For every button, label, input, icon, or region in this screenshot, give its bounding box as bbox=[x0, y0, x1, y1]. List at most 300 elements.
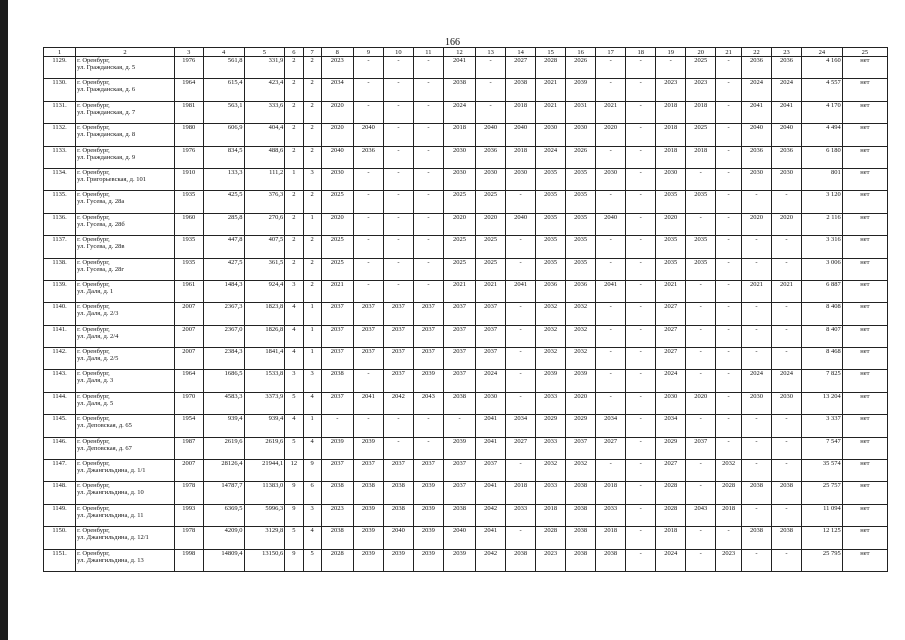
planned-year-cell: - bbox=[413, 168, 443, 190]
planned-year-cell: 2037 bbox=[321, 303, 353, 325]
planned-year-cell: - bbox=[686, 415, 716, 437]
planned-year-cell: 2038 bbox=[566, 527, 596, 549]
planned-year-cell: 2039 bbox=[353, 527, 383, 549]
planned-year-cell: 2032 bbox=[536, 460, 566, 482]
planned-year-cell: - bbox=[716, 213, 742, 235]
planned-year-cell: 2035 bbox=[656, 191, 686, 213]
flag-cell: нет bbox=[842, 504, 887, 526]
floors-cell: 2 bbox=[285, 101, 303, 123]
cost-cell: 13 204 bbox=[802, 392, 843, 414]
planned-year-cell: - bbox=[716, 415, 742, 437]
year-built-cell: 1978 bbox=[174, 527, 203, 549]
living-area-cell: 488,6 bbox=[244, 146, 285, 168]
address-street: ул. Гусева, д. 28г bbox=[77, 265, 125, 273]
planned-year-cell: - bbox=[741, 191, 771, 213]
address-cell bbox=[76, 101, 175, 123]
planned-year-cell: - bbox=[716, 101, 742, 123]
living-area-cell: 2619,6 bbox=[244, 437, 285, 459]
planned-year-cell: 2018 bbox=[656, 101, 686, 123]
planned-year-cell: - bbox=[413, 79, 443, 101]
planned-year-cell: 2037 bbox=[321, 392, 353, 414]
planned-year-cell: 2035 bbox=[656, 236, 686, 258]
address-street: ул. Гусева, д. 28в bbox=[77, 243, 125, 251]
floors-cell: 12 bbox=[285, 460, 303, 482]
address-street: ул. Григорьевская, д. 101 bbox=[77, 175, 146, 183]
row-number-cell: 1139. bbox=[44, 280, 76, 302]
table-row bbox=[44, 527, 888, 549]
address-city: г. Оренбург, bbox=[77, 392, 110, 400]
planned-year-cell: - bbox=[353, 280, 383, 302]
planned-year-cell: 2018 bbox=[536, 504, 566, 526]
planned-year-cell: - bbox=[771, 348, 801, 370]
planned-year-cell: 2040 bbox=[443, 527, 475, 549]
planned-year-cell: 2037 bbox=[321, 460, 353, 482]
address-street: ул. Гражданская, д. 8 bbox=[77, 131, 136, 139]
entrances-cell: 2 bbox=[303, 280, 321, 302]
address-cell bbox=[76, 482, 175, 504]
planned-year-cell: - bbox=[443, 415, 475, 437]
column-number-16: 16 bbox=[566, 48, 596, 57]
planned-year-cell: - bbox=[716, 348, 742, 370]
address-street: ул. Даля, д. 2/3 bbox=[77, 310, 119, 318]
planned-year-cell: 2030 bbox=[566, 124, 596, 146]
planned-year-cell: - bbox=[626, 527, 656, 549]
planned-year-cell: 2018 bbox=[686, 101, 716, 123]
column-number-7: 7 bbox=[303, 48, 321, 57]
table-row bbox=[44, 437, 888, 459]
planned-year-cell: 2039 bbox=[353, 504, 383, 526]
planned-year-cell: - bbox=[686, 527, 716, 549]
flag-cell: нет bbox=[842, 258, 887, 280]
flag-cell: нет bbox=[842, 280, 887, 302]
planned-year-cell: 2040 bbox=[596, 213, 626, 235]
planned-year-cell: 2038 bbox=[321, 370, 353, 392]
planned-year-cell: 2025 bbox=[321, 191, 353, 213]
living-area-cell: 5996,3 bbox=[244, 504, 285, 526]
table-row bbox=[44, 280, 888, 302]
planned-year-cell: 2037 bbox=[353, 325, 383, 347]
entrances-cell: 2 bbox=[303, 101, 321, 123]
planned-year-cell: - bbox=[626, 101, 656, 123]
planned-year-cell: 2041 bbox=[353, 392, 383, 414]
cost-cell: 4 557 bbox=[802, 79, 843, 101]
planned-year-cell: 2038 bbox=[741, 482, 771, 504]
planned-year-cell: - bbox=[506, 392, 536, 414]
cost-cell: 6 180 bbox=[802, 146, 843, 168]
cost-cell: 6 887 bbox=[802, 280, 843, 302]
planned-year-cell: - bbox=[686, 280, 716, 302]
table-row bbox=[44, 415, 888, 437]
planned-year-cell: 2023 bbox=[686, 79, 716, 101]
table-row bbox=[44, 146, 888, 168]
living-area-cell: 423,4 bbox=[244, 79, 285, 101]
planned-year-cell: 2032 bbox=[536, 325, 566, 347]
planned-year-cell: - bbox=[741, 325, 771, 347]
planned-year-cell: 2039 bbox=[413, 482, 443, 504]
living-area-cell: 1823,8 bbox=[244, 303, 285, 325]
row-number-cell: 1134. bbox=[44, 168, 76, 190]
entrances-cell: 1 bbox=[303, 415, 321, 437]
planned-year-cell: - bbox=[741, 460, 771, 482]
column-number-10: 10 bbox=[383, 48, 413, 57]
table-row bbox=[44, 236, 888, 258]
planned-year-cell: - bbox=[321, 415, 353, 437]
row-number-cell: 1141. bbox=[44, 325, 76, 347]
address-city: г. Оренбург, bbox=[77, 280, 110, 288]
planned-year-cell: 2038 bbox=[506, 549, 536, 571]
table-row bbox=[44, 191, 888, 213]
address-street: ул. Даля, д. 3 bbox=[77, 377, 114, 385]
planned-year-cell: - bbox=[626, 191, 656, 213]
total-area-cell: 4209,0 bbox=[203, 527, 244, 549]
entrances-cell: 1 bbox=[303, 303, 321, 325]
planned-year-cell: - bbox=[686, 303, 716, 325]
planned-year-cell: - bbox=[626, 57, 656, 79]
planned-year-cell: - bbox=[771, 303, 801, 325]
planned-year-cell: - bbox=[506, 370, 536, 392]
entrances-cell: 1 bbox=[303, 348, 321, 370]
flag-cell: нет bbox=[842, 101, 887, 123]
planned-year-cell: 2026 bbox=[566, 146, 596, 168]
total-area-cell: 425,5 bbox=[203, 191, 244, 213]
address-street: ул. Джангильдина, д. 13 bbox=[77, 556, 144, 564]
year-built-cell: 2007 bbox=[174, 348, 203, 370]
address-street: ул. Джангильдина, д. 11 bbox=[77, 511, 144, 519]
planned-year-cell: - bbox=[626, 236, 656, 258]
planned-year-cell: 2037 bbox=[443, 325, 475, 347]
planned-year-cell: 2024 bbox=[656, 549, 686, 571]
planned-year-cell: - bbox=[413, 124, 443, 146]
entrances-cell: 4 bbox=[303, 392, 321, 414]
planned-year-cell: 2037 bbox=[443, 482, 475, 504]
total-area-cell: 563,1 bbox=[203, 101, 244, 123]
planned-year-cell: 2040 bbox=[741, 124, 771, 146]
planned-year-cell: - bbox=[716, 303, 742, 325]
planned-year-cell: 2036 bbox=[353, 146, 383, 168]
address-city: г. Оренбург, bbox=[77, 303, 110, 311]
planned-year-cell: 2026 bbox=[566, 57, 596, 79]
planned-year-cell: - bbox=[771, 437, 801, 459]
floors-cell: 2 bbox=[285, 146, 303, 168]
planned-year-cell: - bbox=[716, 124, 742, 146]
planned-year-cell: - bbox=[626, 504, 656, 526]
floors-cell: 3 bbox=[285, 280, 303, 302]
cost-cell: 8 468 bbox=[802, 348, 843, 370]
planned-year-cell: 2021 bbox=[656, 280, 686, 302]
planned-year-cell: - bbox=[626, 325, 656, 347]
year-built-cell: 1961 bbox=[174, 280, 203, 302]
planned-year-cell: 2037 bbox=[443, 348, 475, 370]
planned-year-cell: - bbox=[353, 213, 383, 235]
planned-year-cell: - bbox=[353, 191, 383, 213]
planned-year-cell: - bbox=[353, 168, 383, 190]
planned-year-cell: 2027 bbox=[656, 460, 686, 482]
cost-cell: 4 160 bbox=[802, 57, 843, 79]
column-number-5: 5 bbox=[244, 48, 285, 57]
address-cell bbox=[76, 527, 175, 549]
address-city: г. Оренбург, bbox=[77, 57, 110, 64]
planned-year-cell: - bbox=[383, 168, 413, 190]
planned-year-cell: - bbox=[626, 415, 656, 437]
planned-year-cell: - bbox=[626, 370, 656, 392]
address-cell bbox=[76, 79, 175, 101]
planned-year-cell: 2037 bbox=[476, 348, 506, 370]
planned-year-cell: 2030 bbox=[443, 146, 475, 168]
planned-year-cell: 2041 bbox=[476, 415, 506, 437]
row-number-cell: 1145. bbox=[44, 415, 76, 437]
planned-year-cell: 2018 bbox=[506, 482, 536, 504]
table-row bbox=[44, 213, 888, 235]
planned-year-cell: 2018 bbox=[656, 146, 686, 168]
planned-year-cell: 2041 bbox=[506, 280, 536, 302]
planned-year-cell: 2032 bbox=[566, 348, 596, 370]
entrances-cell: 1 bbox=[303, 213, 321, 235]
planned-year-cell: - bbox=[596, 392, 626, 414]
planned-year-cell: 2025 bbox=[443, 191, 475, 213]
planned-year-cell: - bbox=[353, 415, 383, 437]
column-number-14: 14 bbox=[506, 48, 536, 57]
planned-year-cell: 2035 bbox=[566, 236, 596, 258]
entrances-cell: 4 bbox=[303, 437, 321, 459]
floors-cell: 9 bbox=[285, 482, 303, 504]
planned-year-cell: 2025 bbox=[476, 191, 506, 213]
total-area-cell: 2619,6 bbox=[203, 437, 244, 459]
planned-year-cell: 2021 bbox=[476, 280, 506, 302]
planned-year-cell: 2030 bbox=[506, 168, 536, 190]
planned-year-cell: 2025 bbox=[476, 258, 506, 280]
planned-year-cell: 2037 bbox=[686, 437, 716, 459]
planned-year-cell: 2037 bbox=[383, 348, 413, 370]
planned-year-cell: - bbox=[626, 482, 656, 504]
planned-year-cell: 2018 bbox=[716, 504, 742, 526]
floors-cell: 4 bbox=[285, 415, 303, 437]
planned-year-cell: 2029 bbox=[536, 415, 566, 437]
planned-year-cell: - bbox=[353, 57, 383, 79]
entrances-cell: 2 bbox=[303, 236, 321, 258]
planned-year-cell: 2028 bbox=[656, 504, 686, 526]
planned-year-cell: 2021 bbox=[443, 280, 475, 302]
address-cell bbox=[76, 504, 175, 526]
planned-year-cell: 2018 bbox=[656, 527, 686, 549]
planned-year-cell: - bbox=[383, 79, 413, 101]
total-area-cell: 561,8 bbox=[203, 57, 244, 79]
total-area-cell: 447,8 bbox=[203, 236, 244, 258]
planned-year-cell: - bbox=[771, 325, 801, 347]
year-built-cell: 1964 bbox=[174, 79, 203, 101]
planned-year-cell: 2036 bbox=[536, 280, 566, 302]
planned-year-cell: - bbox=[716, 527, 742, 549]
address-cell bbox=[76, 191, 175, 213]
row-number-cell: 1142. bbox=[44, 348, 76, 370]
entrances-cell: 3 bbox=[303, 168, 321, 190]
cost-cell: 4 494 bbox=[802, 124, 843, 146]
planned-year-cell: - bbox=[596, 57, 626, 79]
planned-year-cell: 2040 bbox=[383, 527, 413, 549]
planned-year-cell: 2038 bbox=[383, 482, 413, 504]
address-cell bbox=[76, 236, 175, 258]
total-area-cell: 133,3 bbox=[203, 168, 244, 190]
planned-year-cell: 2039 bbox=[321, 437, 353, 459]
planned-year-cell: 2035 bbox=[566, 213, 596, 235]
column-number-11: 11 bbox=[413, 48, 443, 57]
year-built-cell: 2007 bbox=[174, 303, 203, 325]
planned-year-cell: 2025 bbox=[686, 57, 716, 79]
planned-year-cell: 2043 bbox=[413, 392, 443, 414]
planned-year-cell: 2033 bbox=[596, 504, 626, 526]
planned-year-cell: 2025 bbox=[443, 236, 475, 258]
planned-year-cell: - bbox=[596, 79, 626, 101]
planned-year-cell: 2030 bbox=[596, 168, 626, 190]
planned-year-cell: 2042 bbox=[476, 504, 506, 526]
planned-year-cell: 2027 bbox=[506, 437, 536, 459]
living-area-cell: 407,5 bbox=[244, 236, 285, 258]
cost-cell: 801 bbox=[802, 168, 843, 190]
flag-cell: нет bbox=[842, 168, 887, 190]
living-area-cell: 1533,8 bbox=[244, 370, 285, 392]
planned-year-cell: 2030 bbox=[476, 392, 506, 414]
entrances-cell: 6 bbox=[303, 482, 321, 504]
planned-year-cell: 2021 bbox=[536, 79, 566, 101]
planned-year-cell: 2041 bbox=[476, 437, 506, 459]
address-street: ул. Даля, д. 5 bbox=[77, 399, 114, 407]
flag-cell: нет bbox=[842, 348, 887, 370]
planned-year-cell: - bbox=[413, 236, 443, 258]
living-area-cell: 404,4 bbox=[244, 124, 285, 146]
cost-cell: 8 407 bbox=[802, 325, 843, 347]
planned-year-cell: - bbox=[626, 168, 656, 190]
planned-year-cell: 2025 bbox=[686, 124, 716, 146]
planned-year-cell: - bbox=[716, 370, 742, 392]
flag-cell: нет bbox=[842, 527, 887, 549]
planned-year-cell: - bbox=[383, 236, 413, 258]
planned-year-cell: 2034 bbox=[321, 79, 353, 101]
planned-year-cell: 2028 bbox=[536, 527, 566, 549]
year-built-cell: 1993 bbox=[174, 504, 203, 526]
table-row bbox=[44, 482, 888, 504]
planned-year-cell: - bbox=[686, 482, 716, 504]
planned-year-cell: - bbox=[741, 258, 771, 280]
address-street: ул. Гражданская, д. 5 bbox=[77, 64, 136, 71]
column-number-24: 24 bbox=[802, 48, 843, 57]
flag-cell: нет bbox=[842, 370, 887, 392]
address-street: ул. Даля, д. 2/4 bbox=[77, 332, 119, 340]
address-cell bbox=[76, 57, 175, 79]
planned-year-cell: 2027 bbox=[506, 57, 536, 79]
living-area-cell: 331,9 bbox=[244, 57, 285, 79]
planned-year-cell: - bbox=[383, 258, 413, 280]
planned-year-cell: - bbox=[626, 348, 656, 370]
planned-year-cell: 2028 bbox=[321, 549, 353, 571]
planned-year-cell: - bbox=[716, 191, 742, 213]
cost-cell: 2 116 bbox=[802, 213, 843, 235]
floors-cell: 2 bbox=[285, 124, 303, 146]
address-street: ул. Деповская, д. 67 bbox=[77, 444, 132, 452]
planned-year-cell: - bbox=[741, 415, 771, 437]
planned-year-cell: 2035 bbox=[536, 213, 566, 235]
planned-year-cell: 2037 bbox=[476, 460, 506, 482]
row-number-cell: 1151. bbox=[44, 549, 76, 571]
planned-year-cell: 2024 bbox=[536, 146, 566, 168]
address-street: ул. Гусева, д. 28б bbox=[77, 220, 125, 228]
planned-year-cell: - bbox=[506, 325, 536, 347]
living-area-cell: 11383,0 bbox=[244, 482, 285, 504]
planned-year-cell: 2023 bbox=[656, 79, 686, 101]
planned-year-cell: - bbox=[626, 280, 656, 302]
planned-year-cell: 2027 bbox=[656, 348, 686, 370]
total-area-cell: 1686,5 bbox=[203, 370, 244, 392]
floors-cell: 2 bbox=[285, 236, 303, 258]
planned-year-cell: - bbox=[716, 79, 742, 101]
planned-year-cell: 2018 bbox=[506, 101, 536, 123]
planned-year-cell: 2024 bbox=[741, 370, 771, 392]
planned-year-cell: 2041 bbox=[476, 482, 506, 504]
planned-year-cell: 2030 bbox=[771, 392, 801, 414]
address-street: ул. Джангильдина, д. 10 bbox=[77, 489, 144, 497]
planned-year-cell: - bbox=[716, 392, 742, 414]
planned-year-cell: 2021 bbox=[321, 280, 353, 302]
planned-year-cell: - bbox=[383, 280, 413, 302]
planned-year-cell: 2024 bbox=[771, 370, 801, 392]
entrances-cell: 9 bbox=[303, 460, 321, 482]
planned-year-cell: 2032 bbox=[566, 303, 596, 325]
planned-year-cell: 2020 bbox=[656, 213, 686, 235]
row-number-cell: 1148. bbox=[44, 482, 76, 504]
planned-year-cell: - bbox=[596, 460, 626, 482]
address-city: г. Оренбург, bbox=[77, 124, 110, 132]
cost-cell: 7 825 bbox=[802, 370, 843, 392]
planned-year-cell: - bbox=[626, 392, 656, 414]
address-cell bbox=[76, 370, 175, 392]
address-city: г. Оренбург, bbox=[77, 101, 110, 109]
planned-year-cell: 2038 bbox=[506, 79, 536, 101]
flag-cell: нет bbox=[842, 549, 887, 571]
living-area-cell: 13150,6 bbox=[244, 549, 285, 571]
floors-cell: 4 bbox=[285, 303, 303, 325]
planned-year-cell: - bbox=[771, 236, 801, 258]
planned-year-cell: 2038 bbox=[443, 504, 475, 526]
planned-year-cell: 2035 bbox=[536, 168, 566, 190]
column-number-18: 18 bbox=[626, 48, 656, 57]
address-cell bbox=[76, 348, 175, 370]
flag-cell: нет bbox=[842, 57, 887, 79]
planned-year-cell: - bbox=[383, 57, 413, 79]
planned-year-cell: - bbox=[686, 348, 716, 370]
planned-year-cell: - bbox=[716, 146, 742, 168]
flag-cell: нет bbox=[842, 437, 887, 459]
address-cell bbox=[76, 325, 175, 347]
planned-year-cell: 2035 bbox=[536, 236, 566, 258]
planned-year-cell: 2030 bbox=[321, 168, 353, 190]
planned-year-cell: - bbox=[741, 437, 771, 459]
planned-year-cell: 2028 bbox=[716, 482, 742, 504]
table-row bbox=[44, 348, 888, 370]
address-city: г. Оренбург, bbox=[77, 213, 110, 221]
cost-cell: 3 006 bbox=[802, 258, 843, 280]
planned-year-cell: - bbox=[686, 168, 716, 190]
entrances-cell: 2 bbox=[303, 57, 321, 79]
planned-year-cell: 2021 bbox=[771, 280, 801, 302]
living-area-cell: 939,4 bbox=[244, 415, 285, 437]
planned-year-cell: - bbox=[506, 460, 536, 482]
year-built-cell: 1935 bbox=[174, 191, 203, 213]
entrances-cell: 2 bbox=[303, 191, 321, 213]
table-row bbox=[44, 460, 888, 482]
address-cell bbox=[76, 415, 175, 437]
year-built-cell: 1935 bbox=[174, 236, 203, 258]
planned-year-cell: - bbox=[686, 325, 716, 347]
column-number-23: 23 bbox=[771, 48, 801, 57]
planned-year-cell: - bbox=[596, 191, 626, 213]
